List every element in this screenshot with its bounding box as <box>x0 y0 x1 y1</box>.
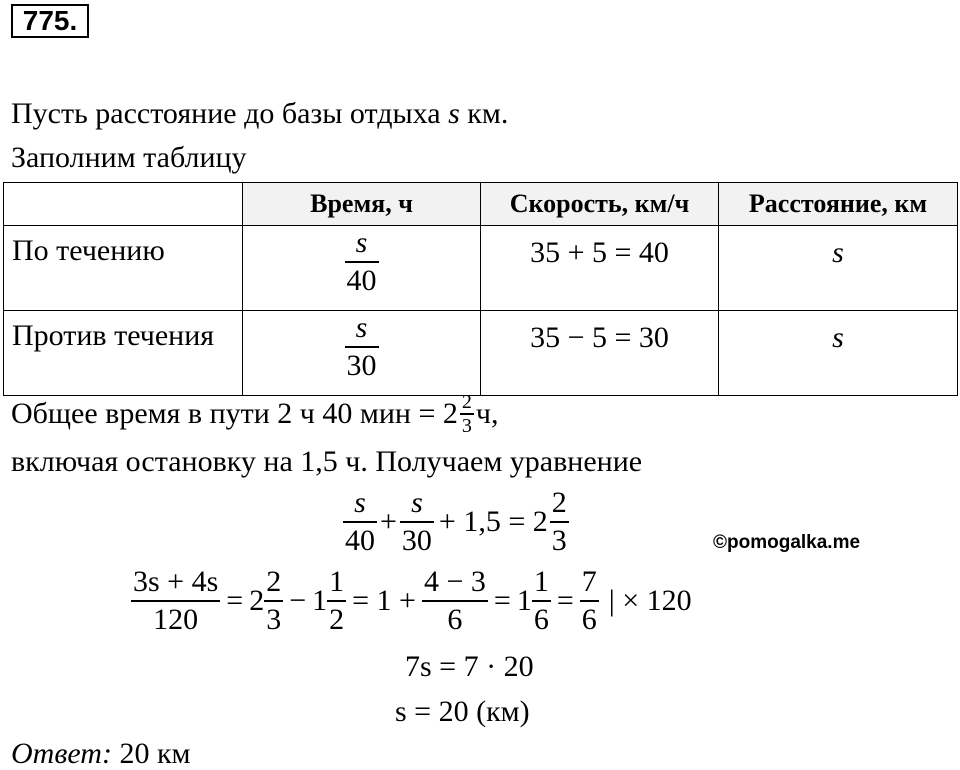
eq2-numerator-2: 1 <box>329 565 345 598</box>
total-time-text: Общее время в пути 2 ч 40 мин = 2 <box>11 396 458 430</box>
eq2-numerator-1: 2 <box>266 565 282 598</box>
eq2-fraction-2 <box>327 567 346 635</box>
eq1-plus: + <box>380 505 397 538</box>
watermark: ©pomogalka.me <box>713 532 861 553</box>
total-time-numerator: 2 <box>461 391 472 413</box>
eq2-numerator-4: 1 <box>533 565 549 598</box>
fraction-bar <box>580 600 599 602</box>
eq1-fraction-1 <box>343 488 377 556</box>
table-intro: Заполним таблицу <box>11 141 247 174</box>
fraction-bar <box>343 521 377 523</box>
eq2-denominator-1: 3 <box>266 603 282 636</box>
fraction-bar <box>400 521 434 523</box>
speed-cell: 35 − 5 = 30 <box>481 311 719 396</box>
eq2-whole-1: 2 <box>249 584 265 617</box>
eq2-denominator-5: 6 <box>581 603 597 636</box>
row-label: Против течения <box>4 311 243 396</box>
fraction-bar <box>327 600 346 602</box>
eq2-multiplier: | × 120 <box>608 584 692 617</box>
eq2-fraction-5 <box>580 567 599 635</box>
time-fraction <box>345 228 379 296</box>
equation-2 <box>131 567 692 635</box>
row-label: По течению <box>4 226 243 311</box>
eq2-denominator-3: 6 <box>447 603 463 636</box>
time-numerator: s <box>355 311 368 344</box>
intro-unit: км. <box>459 97 509 130</box>
eq1-denominator-1: 40 <box>345 524 375 557</box>
fraction-bar <box>532 600 551 602</box>
time-fraction <box>345 313 379 381</box>
equation-3: 7s = 7 · 20 <box>405 650 534 683</box>
time-denominator: 40 <box>346 264 377 297</box>
table-row <box>4 311 958 396</box>
header-empty <box>4 183 243 226</box>
eq2-whole-2: 1 <box>312 584 328 617</box>
fraction-bar <box>550 521 569 523</box>
total-time-fraction <box>460 392 474 436</box>
equation-1 <box>343 488 569 556</box>
fraction-bar <box>345 261 379 263</box>
eq1-result-numerator: 2 <box>551 486 567 519</box>
problem-number: 775. <box>11 4 89 38</box>
table-row <box>4 226 958 311</box>
header-speed: Скорость, км/ч <box>481 183 719 226</box>
distance-cell: s <box>719 311 958 396</box>
eq2-fraction-1 <box>264 567 283 635</box>
data-table <box>3 182 958 396</box>
eq1-numerator-2: s <box>411 486 423 519</box>
intro-variable: s <box>448 97 460 130</box>
fraction-bar <box>345 346 379 348</box>
eq2-fraction-main <box>131 567 220 635</box>
time-cell <box>243 311 481 396</box>
eq2-denominator-4: 6 <box>533 603 549 636</box>
time-numerator: s <box>355 226 368 259</box>
eq2-fraction-3 <box>422 567 488 635</box>
eq2-equals-one-plus: = 1 + <box>352 584 416 617</box>
eq2-main-denominator: 120 <box>153 603 199 636</box>
eq2-numerator-5: 7 <box>581 565 597 598</box>
eq2-main-numerator: 3s + 4s <box>133 565 219 598</box>
eq1-fraction-2 <box>400 488 434 556</box>
eq2-whole-4: 1 <box>516 584 532 617</box>
intro-text: Пусть расстояние до базы отдыха <box>11 97 449 130</box>
eq1-numerator-1: s <box>354 486 366 519</box>
answer-line <box>11 739 191 769</box>
total-time-suffix: ч, <box>475 396 499 430</box>
eq2-numerator-3: 4 − 3 <box>423 565 486 598</box>
total-time-denominator: 3 <box>461 414 472 437</box>
eq2-denominator-2: 2 <box>329 603 345 636</box>
intro-line <box>11 99 508 129</box>
fraction-bar <box>422 600 488 602</box>
eq1-denominator-2: 30 <box>401 524 432 557</box>
eq2-equals-1: = <box>226 584 244 617</box>
answer-label: Ответ: <box>11 737 112 770</box>
time-denominator: 30 <box>346 349 377 382</box>
eq2-minus: − <box>289 584 307 617</box>
stop-line: включая остановку на 1,5 ч. Получаем уравнение <box>11 445 643 478</box>
distance-cell: s <box>719 226 958 311</box>
equation-4: s = 20 (км) <box>395 695 530 728</box>
header-time: Время, ч <box>243 183 481 226</box>
fraction-bar <box>131 600 220 602</box>
eq2-equals-2: = <box>493 584 511 617</box>
eq1-result-denominator: 3 <box>551 524 567 557</box>
table-header-row <box>4 183 958 226</box>
fraction-bar <box>264 600 283 602</box>
time-cell <box>243 226 481 311</box>
answer-value: 20 км <box>111 737 191 770</box>
header-distance: Расстояние, км <box>719 183 958 226</box>
eq1-plus-constant: + 1,5 = 2 <box>438 505 548 538</box>
eq2-fraction-4 <box>532 567 551 635</box>
total-time-line <box>11 392 499 436</box>
eq2-equals-3: = <box>556 584 574 617</box>
speed-cell: 35 + 5 = 40 <box>481 226 719 311</box>
eq1-result-fraction <box>550 488 569 556</box>
